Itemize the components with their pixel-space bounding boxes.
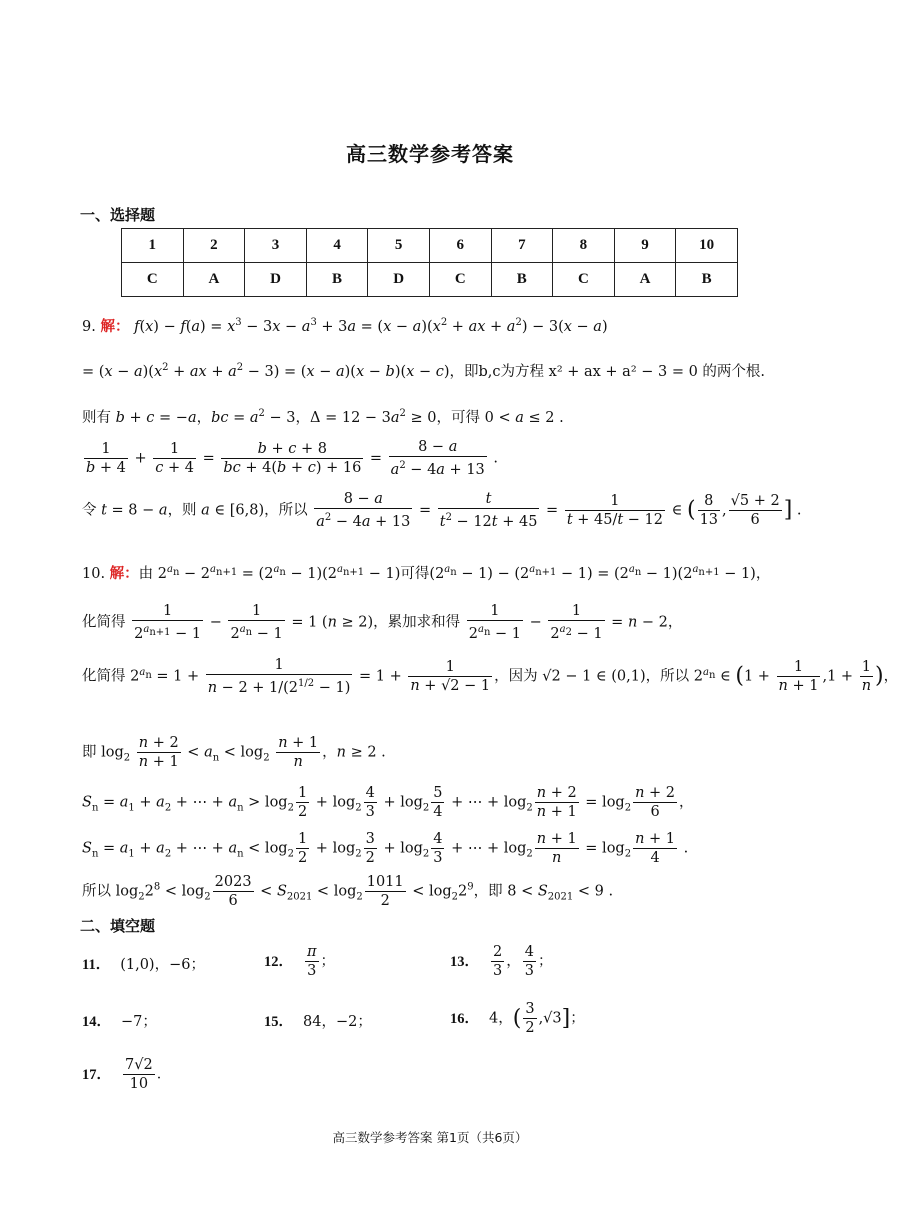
text: 则有 — [82, 409, 111, 426]
question-number: 14． — [82, 1014, 111, 1030]
q9-line-3: 则有 b + c = −a，bc = $a^2 - 3$，$\Delta = 12 - 3a^2 \ge 0$，可得 0 < a ≤ 2 . — [82, 408, 564, 426]
q9-line-5: 令 t = 8 − a，则 a ∈ [6,8)，所以 $\frac{8 - a}{a^2 - 4a + 13}$ = $\frac{t}{t^2 - 12t + 45}$ = $\frac{1}{t + 45/t - 12}$ ∈ ( $\frac{8}{13}$ , $\frac{√5 + 2}{6}$ ] . — [82, 491, 802, 530]
fill-answer-16: 16． 4，( $\frac{3}{2}$ ,√3]； — [450, 1001, 585, 1036]
q9-line-1: 9. 解： $f(x) - f(a) = x^3 - 3x - a^3 + 3a = (x - a)(x^2$ + ax + $a^2) - 3(x - a)$ — [82, 317, 608, 335]
table-cell: 9 — [614, 229, 676, 263]
table-cell: 6 — [429, 229, 491, 263]
table-cell: 7 — [491, 229, 553, 263]
q9-number: 9. — [82, 318, 96, 335]
q9-solution-label: 解： — [100, 318, 130, 335]
question-number: 15． — [264, 1014, 293, 1030]
q10-line-3: 化简得 $2^{a_n} = 1$ + $\frac{1}{n - 2 + 1/(2^{1/2} - 1)}$ = 1 + $\frac{1}{n + √2 - 1}$ ，因为 √2 − 1 ∈ (0,1)，所以 $2^{a_n}$ ∈ (1 + $\frac{1}{n + 1}$ ,1 + $\frac{1}{n}$ )， — [82, 657, 898, 696]
question-number: 13． — [450, 953, 479, 970]
table-cell: 8 — [553, 229, 615, 263]
table-cell: B — [491, 263, 553, 297]
q9-line-4: $\frac{1}{b + 4}$ + $\frac{1}{c + 4}$ = $\frac{b + c + 8}{bc + 4(b + c) + 16}$ = $\frac{8 - a}{a^2 - 4a + 13}$ . — [86, 439, 498, 478]
text: ，因为 — [494, 668, 538, 685]
q10-line-2: 化简得 $\frac{1}{2^{a_{n+1}} - 1}$ − $\frac{1}{2^{a_n} - 1}$ = 1 (n ≥ 2)，累加求和得 $\frac{1}{2^{a_n} - 1}$ − $\frac{1}{2^{a_2} - 1}$ = n − 2， — [82, 603, 683, 642]
q10-line-7: 所以 $\log_22^8 < \log_2$ $\frac{2023}{6}$ < $S_{2021} < \log_2$ $\frac{1011}{2}$ < $\log_22^9$，即 $8 < S_{2021} < 9$ . — [82, 874, 614, 909]
table-cell: 5 — [368, 229, 430, 263]
table-cell: B — [306, 263, 368, 297]
question-number: 12． — [264, 953, 293, 970]
table-cell: 4 — [306, 229, 368, 263]
section-heading-fill: 二、填空题 — [80, 917, 156, 935]
table-cell: C — [553, 263, 615, 297]
fill-answer-12: 12． $\frac{\pi}{3}$ ； — [264, 944, 336, 979]
table-cell: D — [368, 263, 430, 297]
question-number: 16． — [450, 1010, 479, 1027]
table-cell: C — [122, 263, 184, 297]
text: 化简得 — [82, 668, 126, 685]
fill-answer-14: 14． −7； — [82, 1014, 157, 1030]
text: 由 — [138, 565, 154, 582]
q10-line-5: $S_n = a_1 + a_2$ + ⋯ + $a_n > \log_2$ $\frac{1}{2}$ + $\log_2$ $\frac{4}{3}$ + $\log_2$ $\frac{5}{4}$ + ⋯ + $\log_2$ $\frac{n + 2}{n + 1}$ = $\log_2$ $\frac{n + 2}{6}$ ， — [82, 785, 694, 820]
table-cell: 1 — [122, 229, 184, 263]
text: ，累加求和得 — [373, 614, 461, 631]
text: 可得 — [400, 565, 430, 582]
fill-answer-13: 13． $\frac{2}{3}$ ， $\frac{4}{3}$ ； — [450, 944, 553, 979]
text: ，所以 — [645, 668, 690, 685]
page-footer: 高三数学参考答案 第1页（共6页） — [332, 1130, 528, 1145]
text: 所以 — [82, 883, 111, 900]
section-heading-choice: 一、选择题 — [80, 206, 156, 224]
q10-number: 10. — [82, 565, 106, 582]
question-number: 17． — [82, 1066, 111, 1083]
text: ，即 — [473, 883, 503, 900]
answer-table — [121, 228, 738, 297]
q10-solution-label: 解： — [109, 565, 139, 582]
text: 令 — [82, 502, 97, 519]
text: ，可得 — [436, 409, 481, 426]
table-row-numbers — [122, 229, 738, 263]
text: 即 — [82, 744, 97, 761]
table-cell: 10 — [676, 229, 738, 263]
table-cell: A — [614, 263, 676, 297]
q9-formula: f — [134, 318, 140, 335]
question-number: 11． — [82, 957, 111, 973]
fill-answer-15: 15． 84，−2； — [264, 1014, 372, 1030]
q10-line-4: 即 $\log_2$ $\frac{n + 2}{n + 1}$ < $a_n < \log_2$ $\frac{n + 1}{n}$ ，n ≥ 2 . — [82, 735, 386, 770]
q10-line-6: $S_n = a_1 + a_2$ + ⋯ + $a_n < \log_2$ $\frac{1}{2}$ + $\log_2$ $\frac{3}{2}$ + $\log_2$ $\frac{4}{3}$ + ⋯ + $\log_2$ $\frac{n + 1}{n}$ = $\log_2$ $\frac{n + 1}{4}$ . — [82, 831, 689, 866]
q9-line-2: = $(x - a)(x^2$ + ax + $a^2 - 3) = (x - a)(x - b)(x - c)$，即b,c为方程 x² + ax + a² − 3 = 0 的两个根. — [82, 362, 766, 380]
text: ，所以 — [264, 502, 308, 519]
table-cell: D — [245, 263, 307, 297]
table-cell: B — [676, 263, 738, 297]
table-row-answers — [122, 263, 738, 297]
table-cell: 2 — [183, 229, 245, 263]
table-cell: A — [183, 263, 245, 297]
fill-answer-17: 17． $\frac{7√2}{10}$ ． — [82, 1057, 172, 1092]
text: 化简得 — [82, 614, 126, 631]
q9-roots-text: ，即b,c为方程 x² + ax + a² − 3 = 0 的两个根. — [449, 363, 766, 380]
table-cell: C — [429, 263, 491, 297]
fill-answer-11: 11． (1,0)，−6； — [82, 957, 205, 973]
text: ，则 — [167, 502, 197, 519]
page-title: 高三数学参考答案 — [346, 142, 514, 166]
q10-line-1: 10. 解：由 $2^{a_n} - 2^{a_{n+1}} = (2^{a_n} - 1)(2^{a_{n+1}} - 1)$可得$(2^{a_n} - 1) - (2^{a_{n+1}} - 1) = (2^{a_n} - 1)(2^{a_{n+1}} - 1)$， — [82, 564, 771, 582]
table-cell: 3 — [245, 229, 307, 263]
